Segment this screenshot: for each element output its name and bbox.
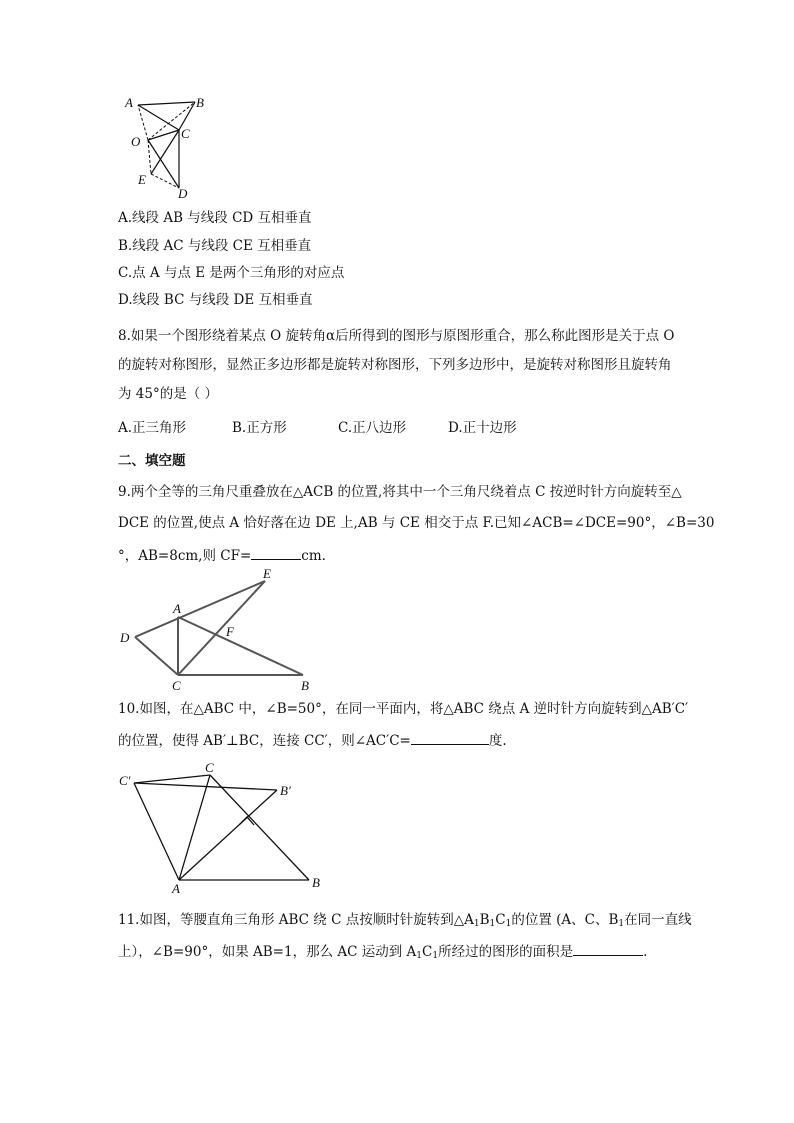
q9-answer-blank[interactable] xyxy=(251,545,301,560)
q9-line-3-pre: °，AB=8cm,则 CF= xyxy=(118,548,252,564)
q8-line-3: 为 45°的是（ ） xyxy=(118,386,219,402)
label-Bprime: B′ xyxy=(280,783,291,798)
q8-option-d: D.正十边形 xyxy=(448,420,517,436)
segment-AC xyxy=(138,105,179,130)
q8-line-1: 8.如果一个图形绕着某点 O 旋转角α后所得到的图形与原图形重合，那么称此图形是关于点 O xyxy=(118,328,675,344)
segment-CB xyxy=(210,775,309,880)
q8-option-c: C.正八边形 xyxy=(338,420,407,436)
q9-line-2: DCE 的位置,使点 A 恰好落在边 DE 上,AB 与 CE 相交于点 F.已知∠ACB=∠DCE=90°，∠B=30 xyxy=(118,515,715,531)
label-A: A xyxy=(173,601,181,616)
label-C: C xyxy=(181,126,190,141)
q8-line-2: 的旋转对称图形，显然正多边形都是旋转对称图形，下列多边形中，是旋转对称图形且旋转角 xyxy=(118,357,672,373)
q11-line-1-end: 在同一直线 xyxy=(624,912,692,928)
label-O: O xyxy=(131,134,141,149)
label-E: E xyxy=(138,172,146,187)
label-D: D xyxy=(178,186,188,200)
q8-option-b: B.正方形 xyxy=(232,420,287,436)
q11-line-1 xyxy=(118,911,692,933)
q9-line-3 xyxy=(118,545,326,565)
q11-sub: 1 xyxy=(618,919,625,929)
q10-line-2 xyxy=(118,730,507,750)
q10-line-2-pre: 的位置，使得 AB′⊥BC，连接 CC′，则∠AC′C= xyxy=(118,733,411,749)
q11-line-2-pre: 上），∠B=90°，如果 AB=1，那么 AC 运动到 A xyxy=(118,944,417,960)
q7-option-d: D.线段 BC 与线段 DE 互相垂直 xyxy=(118,292,313,308)
figure-q10 xyxy=(115,758,330,896)
segment-OC xyxy=(148,130,179,140)
label-B: B xyxy=(196,95,204,110)
label-F: F xyxy=(226,624,234,639)
q11-line-1-post: 的位置 (A、C、B xyxy=(511,912,619,928)
q11-line-2-post: 所经过的图形的面积是 xyxy=(438,944,574,960)
q11-line-2 xyxy=(118,941,647,965)
figure-q9 xyxy=(115,566,320,696)
segment-OE xyxy=(148,140,151,174)
q11-sub: 1 xyxy=(432,951,439,961)
label-A: A xyxy=(172,881,180,896)
segment-CE xyxy=(178,581,265,675)
q11-sub: 1 xyxy=(473,919,480,929)
q11-line-2-end: . xyxy=(643,944,648,960)
label-D: D xyxy=(120,630,130,645)
q11-line-1-pre: 11.如图，等腰直角三角形 ABC 绕 C 点按顺时针旋转到△A xyxy=(118,912,474,928)
segment-DC xyxy=(135,637,178,675)
q9-line-3-post: cm. xyxy=(301,548,326,564)
label-B: B xyxy=(312,875,320,890)
q11-answer-blank[interactable] xyxy=(573,941,643,956)
q11-sub: 1 xyxy=(489,919,496,929)
q7-option-c: C.点 A 与点 E 是两个三角形的对应点 xyxy=(118,265,345,281)
q11-sub: 1 xyxy=(505,919,512,929)
q7-option-b: B.线段 AC 与线段 CE 互相垂直 xyxy=(118,238,312,254)
label-C: C xyxy=(205,760,214,775)
segment-AB xyxy=(178,617,303,675)
segment-CA xyxy=(179,775,210,880)
segment-CpA xyxy=(134,783,179,880)
q11-sub: 1 xyxy=(416,951,423,961)
segment-OD xyxy=(148,140,179,188)
q11-line-1-mid: B xyxy=(479,912,490,928)
segment-CpC xyxy=(134,775,210,783)
q8-option-a: A.正三角形 xyxy=(118,420,187,436)
segment-AB xyxy=(138,102,195,105)
section-title: 二、填空题 xyxy=(118,453,186,469)
q8-options xyxy=(118,419,517,437)
label-Cprime: C′ xyxy=(119,773,131,788)
figure-q7 xyxy=(122,92,212,200)
q10-line-2-post: 度. xyxy=(488,733,507,749)
label-C: C xyxy=(172,678,181,693)
label-E: E xyxy=(263,566,271,581)
q9-line-1: 9.两个全等的三角尺重叠放在△ACB 的位置,将其中一个三角尺绕着点 C 按逆时针方向旋转至△ xyxy=(118,484,682,500)
label-B: B xyxy=(301,678,309,693)
segment-DE xyxy=(135,581,265,637)
q7-option-a: A.线段 AB 与线段 CD 互相垂直 xyxy=(118,210,312,226)
segment-ABp xyxy=(179,790,277,880)
q11-line-1-mid2: C xyxy=(495,912,506,928)
q11-line-2-mid: C xyxy=(422,944,433,960)
label-A: A xyxy=(125,95,133,110)
q10-line-1: 10.如图，在△ABC 中，∠B=50°，在同一平面内，将△ABC 绕点 A 逆时针方向旋转到△AB′C′ xyxy=(118,701,689,717)
q10-answer-blank[interactable] xyxy=(411,730,489,745)
